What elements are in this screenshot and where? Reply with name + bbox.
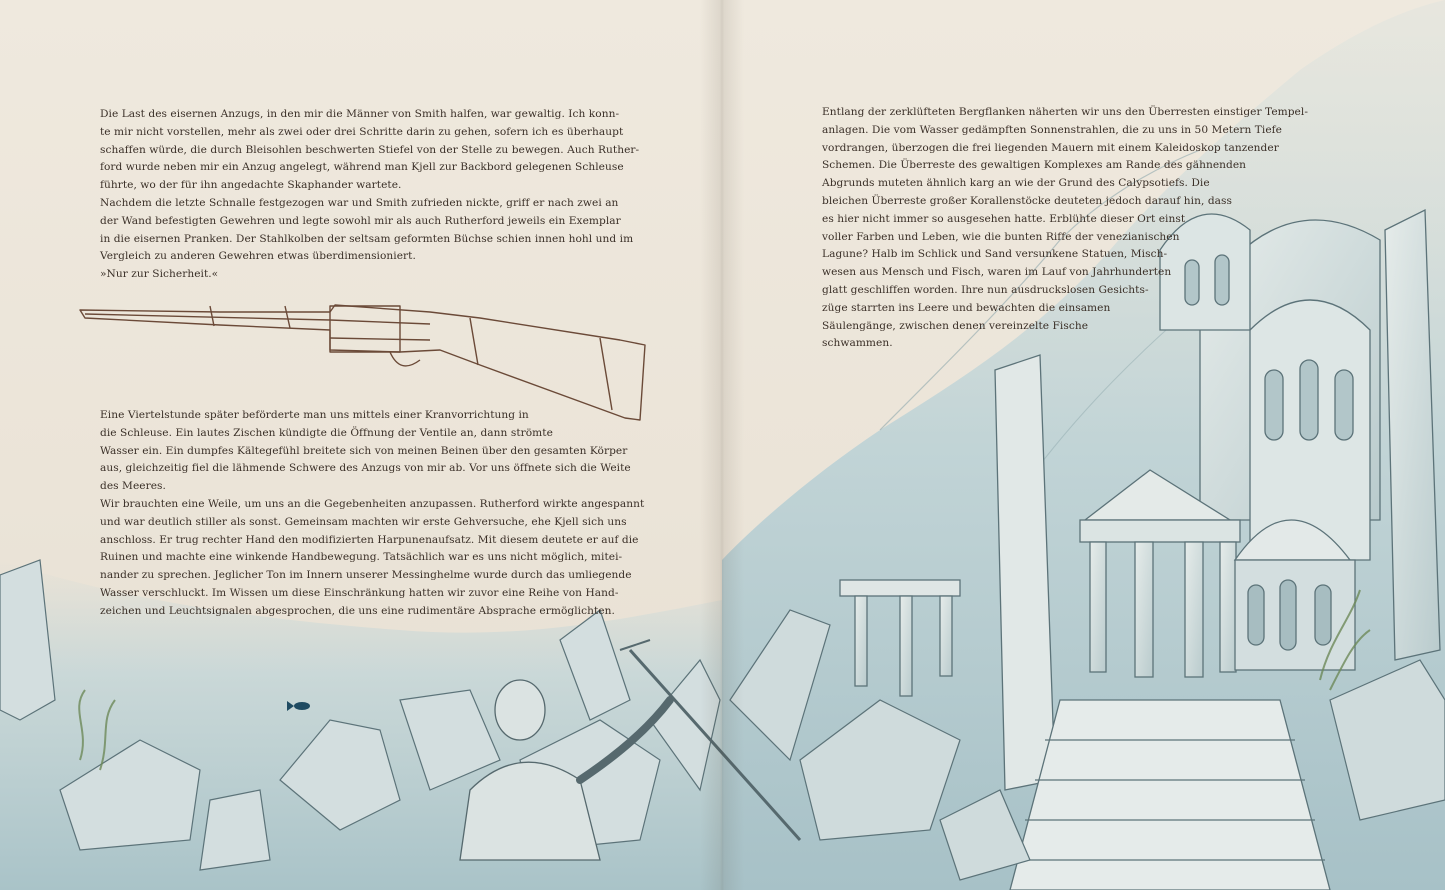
text-line: nander zu sprechen. Jeglicher Ton im Innern unserer Messinghelme wurde durch das umliegende (100, 569, 632, 582)
left-text-block-top (100, 106, 639, 284)
text-line: Eine Viertelstunde später beförderte man uns mittels einer Kranvorrichtung in (100, 409, 529, 421)
text-line: Abgrunds muteten ähnlich karg an wie der Grund des Calypsotiefs. Die (822, 177, 1210, 190)
text-line: schaffen würde, die durch Bleisohlen beschwerten Stiefel von der Stelle zu bewegen. Auch Ruther- (100, 143, 640, 156)
text-line: bleichen Überreste großer Korallenstöcke deuteten jedoch darauf hin, dass (822, 194, 1232, 207)
text-line: Entlang der zerklüfteten Bergflanken näherten wir uns den Überresten einstiger Tempel- (822, 106, 1308, 118)
text-line: zeichen und Leuchtsignalen abgesprochen, die uns eine rudimentäre Absprache ermöglichten. (100, 604, 615, 617)
left-text-block-bottom (100, 407, 644, 621)
text-line: Die Last des eisernen Anzugs, in den mir die Männer von Smith halfen, war gewaltig. Ich konn- (100, 108, 620, 120)
text-line: Wir brauchten eine Weile, um uns an die Gegebenheiten anzupassen. Rutherford wirkte angespannt (100, 497, 645, 510)
text-line: des Meeres. (100, 480, 166, 493)
text-line: schwammen. (822, 337, 893, 350)
rifle-sketch (80, 305, 645, 420)
text-line: Nachdem die letzte Schnalle festgezogen war und Smith zufrieden nickte, griff er nach zwei an (100, 196, 619, 209)
text-line: in die eisernen Pranken. Der Stahlkolben der seltsam geformten Büchse schien innen hohl und im (100, 232, 634, 245)
text-line: Wasser ein. Ein dumpfes Kältegefühl breitete sich von meinen Beinen über den gesamten Körper (100, 444, 628, 457)
text-line: voller Farben und Leben, wie die bunten Riffe der venezianischen (822, 230, 1180, 243)
text-line: Vergleich zu anderen Gewehren etwas überdimensioniert. (100, 250, 416, 263)
text-line: die Schleuse. Ein lautes Zischen kündigte die Öffnung der Ventile an, dann strömte (100, 426, 553, 439)
text-line: Lagune? Halb im Schlick und Sand versunkene Statuen, Misch- (822, 248, 1168, 261)
text-line: aus, gleichzeitig fiel die lähmende Schwere des Anzugs von mir ab. Vor uns öffnete sich die Weite (100, 462, 631, 475)
right-text-block (822, 104, 1308, 353)
text-line: vordrangen, überzogen die frei liegenden Mauern mit einem Kaleidoskop tanzender (822, 141, 1279, 154)
text-line: »Nur zur Sicherheit.« (100, 268, 219, 281)
text-line: wesen aus Mensch und Fisch, waren im Lauf von Jahrhunderten (822, 266, 1172, 279)
text-line: und war deutlich stiller als sonst. Gemeinsam machten wir erste Gehversuche, ehe Kjell sich uns (100, 515, 627, 528)
text-line: Ruinen und machte eine winkende Handbewegung. Tatsächlich war es uns nicht möglich, mitei- (100, 551, 623, 564)
text-line: es hier nicht immer so ausgesehen hatte. Erblühte dieser Ort einst (822, 212, 1186, 225)
text-line: züge starrten ins Leere und bewachten die einsamen (822, 301, 1111, 314)
text-line: ford wurde neben mir ein Anzug angelegt, während man Kjell zur Backbord gelegenen Schleuse (100, 161, 624, 174)
text-line: Säulengänge, zwischen denen vereinzelte Fische (822, 319, 1089, 332)
text-line: anschloss. Er trug rechter Hand den modifizierten Harpunenaufsatz. Mit diesem deutete er auf die (100, 533, 639, 546)
book-gutter (700, 0, 744, 890)
text-line: te mir nicht vorstellen, mehr als zwei oder drei Schritte darin zu gehen, sofern ich es überhaupt (100, 125, 624, 138)
text-line: führte, wo der für ihn angedachte Skaphander wartete. (100, 179, 402, 192)
text-line: glatt geschliffen worden. Ihre nun ausdruckslosen Gesichts- (822, 283, 1149, 296)
text-line: der Wand befestigten Gewehren und legte sowohl mir als auch Rutherford jeweils ein Exemplar (100, 214, 621, 227)
text-line: Wasser verschluckt. Im Wissen um diese Einschränkung hatten wir zuvor eine Reihe von Hand- (100, 586, 619, 599)
text-line: Schemen. Die Überreste des gewaltigen Komplexes am Rande des gähnenden (822, 159, 1247, 172)
text-line: anlagen. Die vom Wasser gedämpften Sonnenstrahlen, die zu uns in 50 Metern Tiefe (822, 123, 1282, 136)
